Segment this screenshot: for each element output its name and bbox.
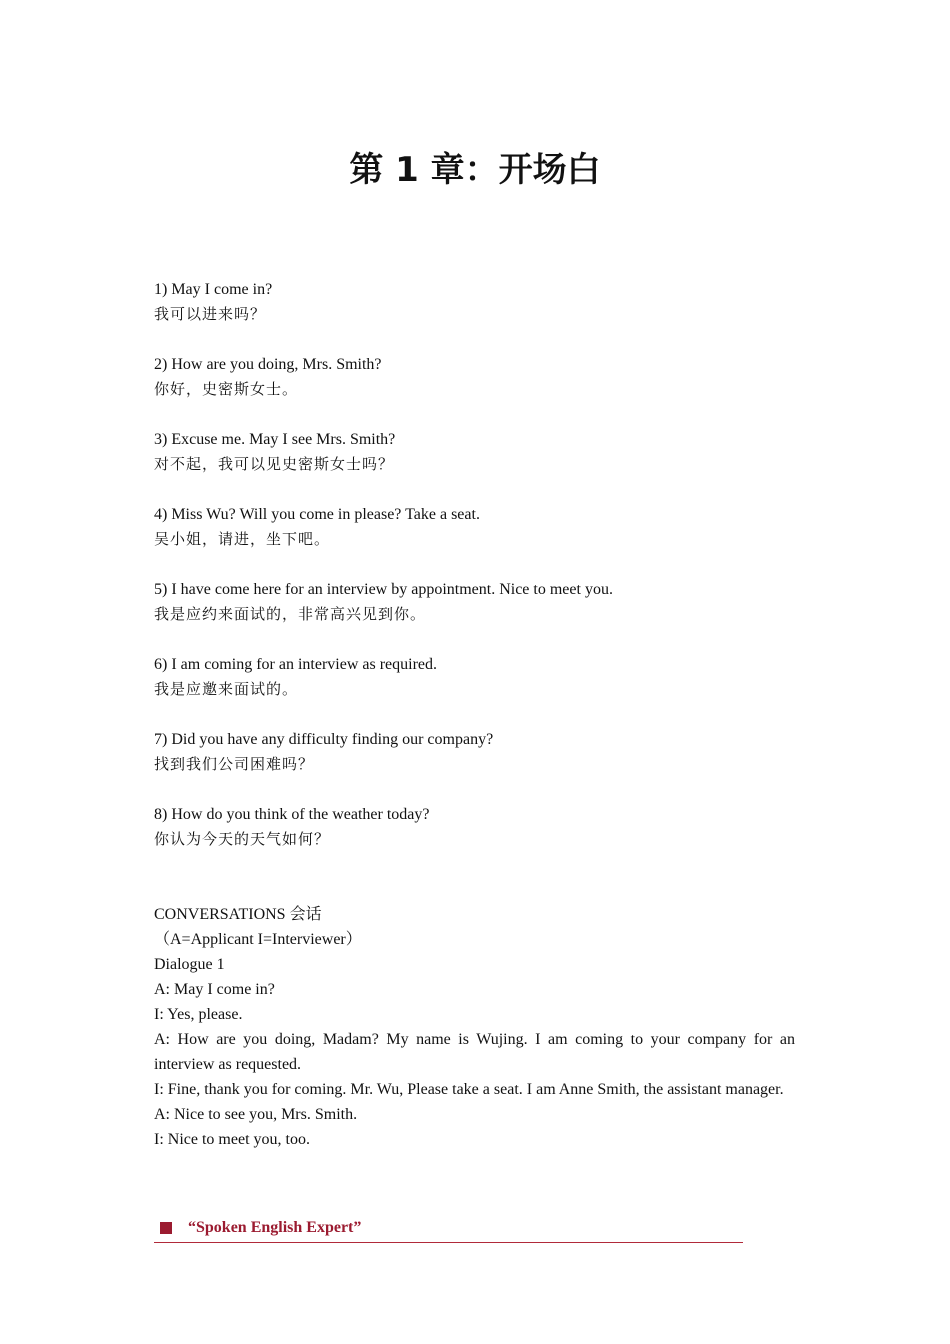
conversations-heading: CONVERSATIONS 会话 (154, 906, 322, 923)
footer-brand: “Spoken English Expert” (188, 1219, 362, 1236)
phrase-chinese: 吴小姐，请进，坐下吧。 (154, 530, 331, 548)
phrase-item (154, 577, 795, 627)
dialogue-line: A: How are you doing, Madam? My name is Wujing. I am coming to your company for an interview as requested. (154, 1031, 795, 1073)
square-bullet-icon (160, 1222, 172, 1234)
dialogue-title: Dialogue 1 (154, 956, 225, 973)
phrase-english: 3) Excuse me. May I see Mrs. Smith? (154, 431, 396, 448)
dialogue-line: A: Nice to see you, Mrs. Smith. (154, 1106, 358, 1123)
phrase-english: 7) Did you have any difficulty finding our company? (154, 731, 494, 748)
phrase-english: 1) May I come in? (154, 281, 273, 298)
phrase-chinese: 你好，史密斯女士。 (154, 380, 299, 398)
phrase-item (154, 802, 795, 852)
document-body (154, 277, 795, 1152)
phrase-item (154, 652, 795, 702)
role-legend: （A=Applicant I=Interviewer） (154, 931, 362, 948)
dialogue-line: I: Nice to meet you, too. (154, 1131, 310, 1148)
dialogue-line: I: Yes, please. (154, 1006, 243, 1023)
phrase-english: 2) How are you doing, Mrs. Smith? (154, 356, 382, 373)
phrase-english: 6) I am coming for an interview as required. (154, 656, 438, 673)
phrase-item (154, 352, 795, 402)
phrase-english: 5) I have come here for an interview by appointment. Nice to meet you. (154, 581, 613, 598)
page-footer (154, 1216, 743, 1243)
dialogue-line: I: Fine, thank you for coming. Mr. Wu, Please take a seat. I am Anne Smith, the assistant manager. (154, 1081, 784, 1098)
phrase-chinese: 我是应约来面试的，非常高兴见到你。 (154, 605, 427, 623)
phrase-item (154, 727, 795, 777)
phrase-chinese: 找到我们公司困难吗？ (154, 755, 315, 773)
phrase-item (154, 277, 795, 327)
phrase-chinese: 我可以进来吗？ (154, 305, 267, 323)
phrase-english: 8) How do you think of the weather today? (154, 806, 430, 823)
phrase-item (154, 502, 795, 552)
chapter-title: 第 1 章：开场白 (349, 150, 601, 190)
phrase-chinese: 你认为今天的天气如何？ (154, 830, 331, 848)
phrase-chinese: 对不起，我可以见史密斯女士吗？ (154, 455, 395, 473)
conversations-section (154, 902, 795, 1152)
phrase-chinese: 我是应邀来面试的。 (154, 680, 299, 698)
phrase-item (154, 427, 795, 477)
dialogue-line: A: May I come in? (154, 981, 275, 998)
phrase-english: 4) Miss Wu? Will you come in please? Take a seat. (154, 506, 480, 523)
